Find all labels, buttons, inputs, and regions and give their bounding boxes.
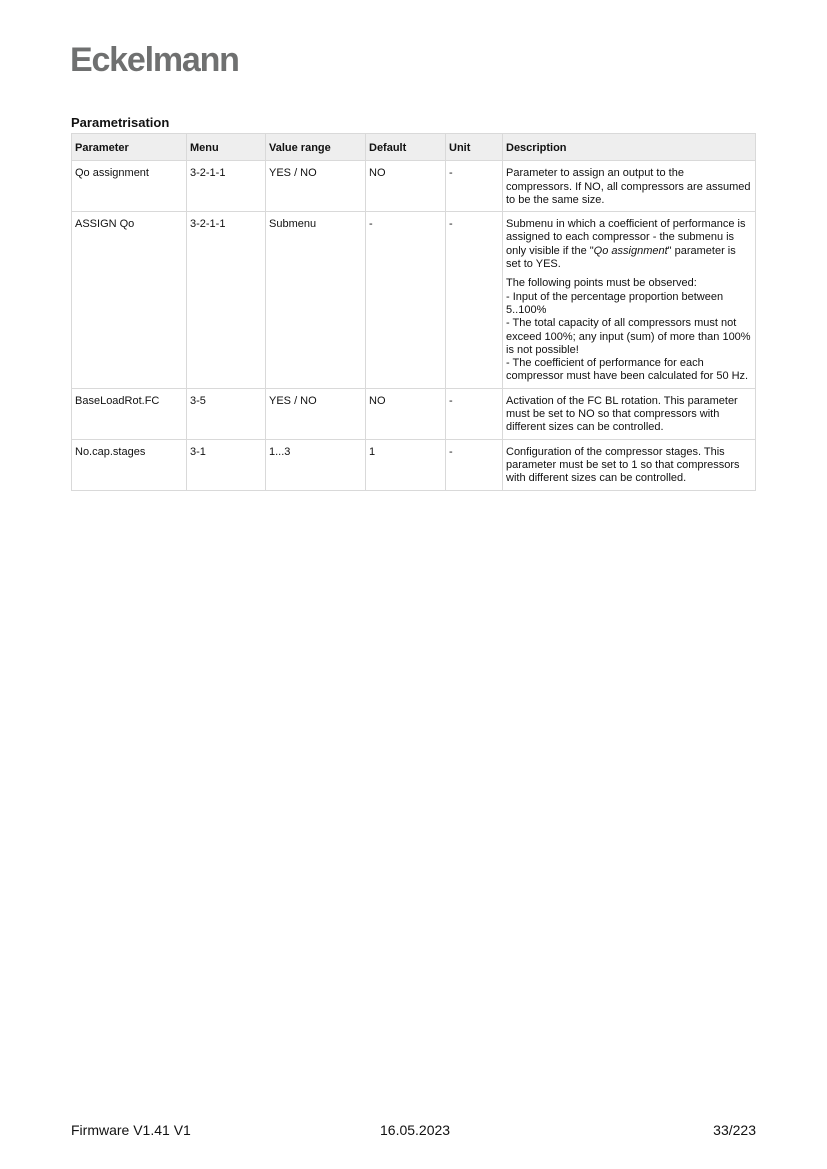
table-header-row	[72, 134, 756, 161]
cell-description: Parameter to assign an output to the compressors. If NO, all compressors are assumed to be the same size.	[503, 161, 756, 212]
description-paragraph	[506, 218, 752, 271]
description-paragraph	[506, 277, 752, 383]
cell-value-range: YES / NO	[266, 161, 366, 212]
cell-default: 1	[366, 439, 446, 490]
cell-description: Configuration of the compressor stages. This parameter must be set to 1 so that compressors with different sizes can be controlled.	[503, 439, 756, 490]
header-parameter: Parameter	[72, 134, 187, 161]
table-row	[72, 388, 756, 439]
header-menu: Menu	[187, 134, 266, 161]
header-value-range: Value range	[266, 134, 366, 161]
description-list-item: - The coefficient of performance for each compressor must have been calculated for 50 Hz.	[506, 357, 749, 383]
cell-description	[503, 212, 756, 389]
description-intro: The following points must be observed:	[506, 277, 697, 290]
company-logo: Eckelmann	[70, 41, 239, 79]
description-list-item: - Input of the percentage proportion between 5..100%	[506, 290, 724, 316]
parameter-table	[71, 133, 756, 491]
cell-menu: 3-2-1-1	[187, 212, 266, 389]
cell-menu: 3-5	[187, 388, 266, 439]
footer-firmware: Firmware V1.41 V1	[71, 1122, 191, 1138]
cell-parameter: ASSIGN Qo	[72, 212, 187, 389]
table-row	[72, 212, 756, 389]
table-row	[72, 161, 756, 212]
cell-value-range: 1...3	[266, 439, 366, 490]
description-text: " parameter is set to YES.	[506, 244, 736, 271]
footer-date: 16.05.2023	[380, 1122, 451, 1138]
cell-parameter: No.cap.stages	[72, 439, 187, 490]
cell-parameter: BaseLoadRot.FC	[72, 388, 187, 439]
cell-default: -	[366, 212, 446, 389]
cell-menu: 3-1	[187, 439, 266, 490]
footer-page-number: 33/223	[713, 1122, 756, 1138]
header-unit: Unit	[446, 134, 503, 161]
cell-unit: -	[446, 439, 503, 490]
cell-description: Activation of the FC BL rotation. This parameter must be set to NO so that compressors with different sizes can be controlled.	[503, 388, 756, 439]
cell-default: NO	[366, 161, 446, 212]
description-emphasis: Qo assignment	[593, 244, 668, 257]
section-title: Parametrisation	[71, 115, 170, 130]
cell-value-range: YES / NO	[266, 388, 366, 439]
cell-unit: -	[446, 161, 503, 212]
header-default: Default	[366, 134, 446, 161]
table-row	[72, 439, 756, 490]
cell-default: NO	[366, 388, 446, 439]
description-text: Submenu in which a coefficient of performance is assigned to each compressor - the submenu is only visible if the "	[506, 218, 746, 257]
description-list-item: - The total capacity of all compressors must not exceed 100%; any input (sum) of more than 100% is not possible!	[506, 317, 751, 356]
cell-parameter: Qo assignment	[72, 161, 187, 212]
cell-unit: -	[446, 212, 503, 389]
cell-value-range: Submenu	[266, 212, 366, 389]
header-description: Description	[503, 134, 756, 161]
cell-unit: -	[446, 388, 503, 439]
cell-menu: 3-2-1-1	[187, 161, 266, 212]
